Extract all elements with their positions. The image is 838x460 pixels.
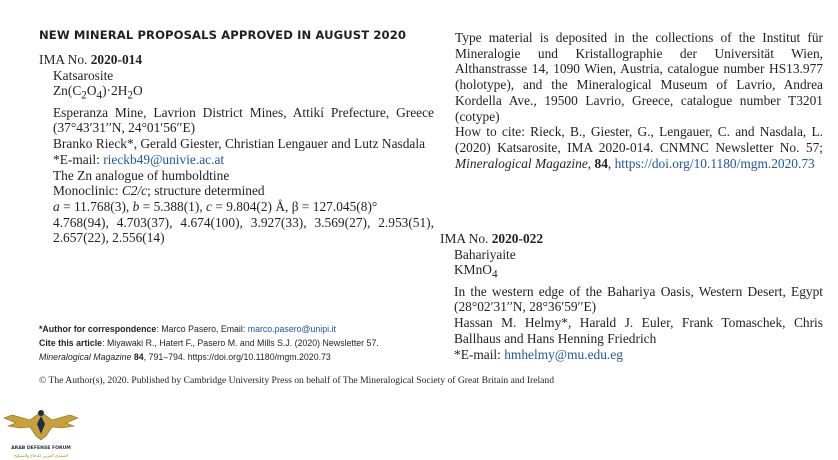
- email-line: [440, 347, 823, 363]
- type-locality: In the western edge of the Bahariya Oasis, Western Desert, Egypt (28°02′31′′N, 28°36′59′′E): [454, 283, 823, 315]
- eagle-emblem-icon: [0, 406, 82, 446]
- watermark-logo: [0, 406, 82, 460]
- cite-text: How to cite: Rieck, B., Giester, G., Lengauer, C. and Nasdala, L. (2020) Katsarosite, IMA 2020-014. CNMNC Newsletter No. 57;: [455, 124, 823, 155]
- mineral-name: Bahariyaite: [454, 246, 516, 262]
- cite-sep: ,: [607, 155, 612, 171]
- ima-number-line: [39, 52, 434, 68]
- cite-article-text: : Miyawaki R., Hatert F., Pasero M. and Mills S.J. (2020) Newsletter 57.: [102, 338, 379, 348]
- entry-katsarosite-continued: [455, 30, 823, 171]
- cell-b-value: = 5.388(1),: [142, 199, 203, 214]
- section-heading: NEW MINERAL PROPOSALS APPROVED IN AUGUST 2020: [39, 28, 407, 42]
- how-to-cite: [455, 124, 823, 171]
- formula-part: )·2H: [102, 83, 128, 99]
- cell-a-label: a: [53, 199, 60, 214]
- space-group: C2/c: [121, 183, 148, 199]
- formula-part: O: [86, 83, 97, 99]
- ima-number: 2020-014: [90, 52, 143, 67]
- footnote: [39, 322, 439, 364]
- cell-b-label: b: [132, 199, 140, 214]
- ima-prefix: IMA No.: [39, 52, 88, 67]
- ima-number: 2020-022: [491, 231, 544, 246]
- unit-cell: [39, 199, 434, 215]
- crystal-system-label: Monoclinic:: [53, 183, 119, 199]
- doi-link[interactable]: https://doi.org/10.1180/mgm.2020.73: [614, 155, 815, 171]
- cite-journal: Mineralogical Magazine: [455, 155, 588, 171]
- crystal-system: [39, 183, 434, 199]
- email-link[interactable]: hmhelmy@mu.edu.eg: [504, 346, 623, 362]
- formula-part: KMnO: [454, 262, 492, 278]
- logo-caption-arabic: المنتدى العربي للدفاع والتسليح: [14, 453, 68, 458]
- correspondence-line: [39, 322, 439, 336]
- ima-prefix: IMA No.: [440, 231, 489, 246]
- formula-part: Zn(C: [53, 83, 82, 99]
- email-label: *E-mail:: [454, 346, 501, 362]
- email-link[interactable]: rieckb49@univie.ac.at: [103, 151, 225, 167]
- entry-katsarosite: [39, 52, 434, 246]
- correspondence-email[interactable]: marco.pasero@unipi.it: [247, 324, 336, 334]
- mineral-name: Katsarosite: [53, 67, 114, 83]
- copyright-notice: © The Author(s), 2020. Published by Cambridge University Press on behalf of The Mineralogical Society of Great Britain and Ireland: [39, 375, 555, 386]
- entry-bahariyaite: [440, 231, 823, 362]
- type-material: Type material is deposited in the collections of the Institut für Mineralogie und Kristallographie der Universität Wien, Althanstrasse 14, 1090 Wien, Austria, catalogue number HS13.977 (holotype), and the Mineralogical Museum of Lavrio, Andrea Kordella Ave., 19500 Lavrio, Greece, catalogue number T3201 (cotype): [455, 30, 823, 124]
- logo-caption: ARAB DEFENSE FORUM: [11, 446, 71, 451]
- cite-article-rest: , 791–794. https://doi.org/10.1180/mgm.2020.73: [143, 352, 331, 362]
- authors: Branko Rieck*, Gerald Giester, Christian Lengauer and Lutz Nasdala: [53, 136, 426, 152]
- structure-note: ; structure determined: [147, 183, 265, 199]
- formula-subscript: 2: [81, 90, 87, 103]
- ima-number-line: [440, 231, 823, 247]
- mineral-formula: [39, 83, 434, 104]
- formula-subscript: 4: [96, 90, 103, 103]
- analogue-note: The Zn analogue of humboldtine: [53, 167, 230, 183]
- cite-sep: ,: [587, 155, 592, 171]
- type-locality: Esperanza Mine, Lavrion District Mines, Attikí Prefecture, Greece (37°43′31′′N, 24°01′56′′E): [53, 104, 434, 136]
- cite-article-volume: 84: [133, 352, 144, 362]
- xrd-lines: 4.768(94), 4.703(37), 4.674(100), 3.927(33), 3.569(27), 2.953(51), 2.657(22), 2.556(14): [53, 214, 434, 246]
- cell-c-label: c: [206, 199, 212, 214]
- cell-a-value: = 11.768(3),: [63, 199, 130, 214]
- mineral-formula: [440, 262, 823, 283]
- formula-subscript: 2: [127, 90, 133, 103]
- cite-article-label: Cite this article: [39, 338, 103, 348]
- email-line: [39, 152, 434, 168]
- cite-article-line: [39, 336, 439, 350]
- cite-volume: 84: [594, 155, 608, 171]
- cite-article-journal: Mineralogical Magazine: [39, 352, 132, 362]
- formula-part: O: [132, 83, 143, 99]
- authors: Hassan M. Helmy*, Harald J. Euler, Frank Tomaschek, Chris Ballhaus and Hans Henning Friedrich: [454, 315, 823, 346]
- cell-c-value: = 9.804(2) Å, β = 127.045(8)°: [215, 199, 378, 214]
- email-label: *E-mail:: [53, 151, 100, 167]
- correspondence-label: *Author for correspondence: [39, 324, 157, 334]
- formula-subscript: 4: [491, 269, 498, 282]
- correspondence-text: : Marco Pasero, Email:: [156, 324, 246, 334]
- cite-article-ref: [39, 350, 439, 364]
